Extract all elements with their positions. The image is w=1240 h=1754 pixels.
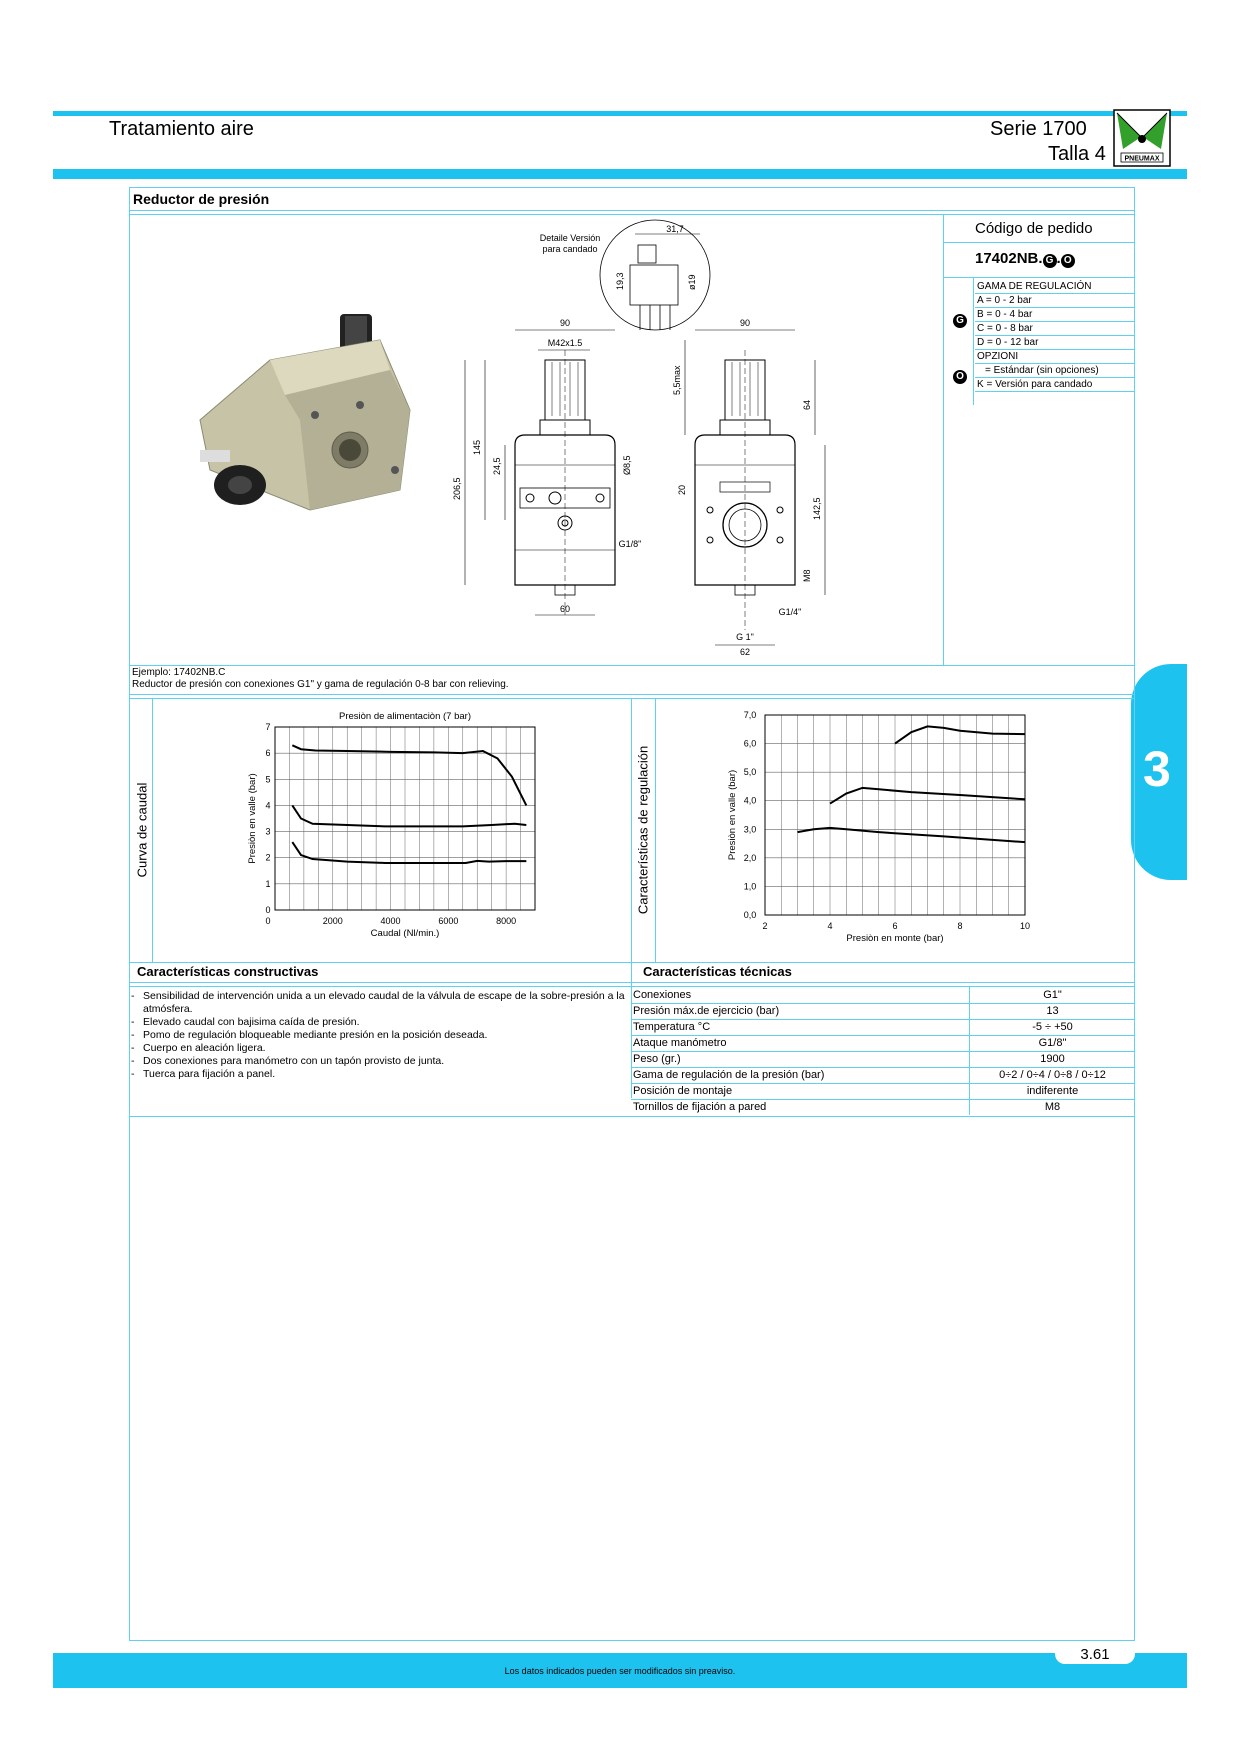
specs-title: Características técnicas [643, 964, 792, 979]
y-axis-label: Presiòn en valle (bar) [247, 773, 258, 864]
spec-value: 1900 [969, 1051, 1135, 1067]
divider [130, 694, 1134, 695]
x-tick-label: 2 [762, 921, 768, 931]
construct-item: - Pomo de regulación bloqueable mediante presión en la posición deseada. [131, 1029, 626, 1042]
spec-key: Presión máx.de ejercicio (bar) [633, 1005, 780, 1017]
dim-m42: M42x1.5 [547, 338, 583, 348]
y-tick-label: 0 [265, 905, 271, 915]
gama-row: B = 0 - 4 bar [975, 308, 1134, 322]
badge-o-legend: O [953, 370, 967, 384]
spec-value: indiferente [969, 1083, 1135, 1099]
header-size: Talla 4 [1048, 143, 1106, 165]
detail-label-1: Detaile Versión [539, 233, 601, 243]
divider [130, 665, 1134, 666]
chart-title: Presiòn de alimentaciòn (7 bar) [338, 711, 472, 722]
y-tick-label: 5 [265, 774, 271, 785]
construct-item: - Elevado caudal con bajisima caída de presión. [131, 1016, 626, 1029]
reg-chart-side-label: Características de regulación [635, 745, 651, 915]
y-tick-label: 0,0 [743, 910, 757, 920]
dim-5-5: 5,5max [672, 365, 682, 395]
x-tick-label: 6000 [438, 916, 459, 926]
spec-row [631, 1083, 1134, 1100]
opt-row: = Estándar (sin opciones) [975, 364, 1134, 378]
spec-key: Gama de regulación de la presión (bar) [633, 1069, 825, 1081]
dim-60: 60 [559, 604, 571, 614]
dim-31-7: 31,7 [666, 224, 684, 234]
divider [973, 277, 974, 405]
spec-row [631, 1051, 1134, 1068]
divider [655, 698, 656, 962]
divider [130, 698, 1134, 699]
x-tick-label: 0 [265, 916, 271, 926]
divider [130, 982, 1134, 983]
y-tick-label: 4 [265, 800, 271, 811]
series-line [292, 745, 526, 805]
detail-label-2: para candado [542, 244, 598, 254]
gama-badge [953, 310, 967, 328]
dim-90-right: 90 [739, 318, 751, 328]
dim-145: 145 [472, 439, 482, 455]
gama-row: D = 0 - 12 bar [975, 336, 1134, 350]
logo-text: PNEUMAX [1124, 155, 1160, 163]
dim-142-5: 142,5 [812, 497, 822, 520]
construct-item: - Cuerpo en aleación ligera. [131, 1042, 626, 1055]
spec-key: Temperatura °C [633, 1021, 711, 1033]
y-tick-label: 3 [265, 826, 271, 837]
footer-note: Los datos indicados pueden ser modificados sin preaviso. [504, 1666, 736, 1676]
order-code-title: Código de pedido [975, 220, 1093, 237]
y-tick-label: 7 [265, 722, 271, 732]
dim-19: ø19 [687, 274, 697, 290]
x-tick-label: 4 [827, 921, 833, 931]
header-top-bar [53, 111, 1187, 116]
dim-8-5: Ø8,5 [622, 455, 632, 475]
badge-o: O [1061, 254, 1075, 268]
spec-value: 0÷2 / 0÷4 / 0÷8 / 0÷12 [969, 1067, 1135, 1083]
spec-value: -5 ÷ +50 [969, 1019, 1135, 1035]
spec-value: M8 [969, 1099, 1135, 1115]
dim-m8: M8 [802, 569, 812, 582]
example-line-2: Reductor de presión con conexiones G1" y gama de regulación 0-8 bar con relieving. [132, 679, 509, 690]
y-axis-label: Presiòn en valle (bar) [727, 769, 738, 861]
construct-list [131, 990, 626, 1081]
spec-value: 13 [969, 1003, 1135, 1019]
opt-title: OPZIONI [975, 350, 1134, 364]
opt-row: K = Versión para candado [975, 378, 1134, 392]
pneumax-logo-icon [1113, 109, 1171, 167]
example-line-1: Ejemplo: 17402NB.C [132, 667, 226, 678]
dim-g18: G1/8" [618, 539, 642, 549]
construct-title: Características constructivas [137, 964, 319, 979]
construct-item: - Sensibilidad de intervención unida a un elevado caudal de la válvula de escape de la sobre-presión a la atmósfera. [131, 990, 626, 1016]
spec-key: Posición de montaje [633, 1085, 733, 1097]
construct-item: - Tuerca para fijación a panel. [131, 1068, 626, 1081]
y-tick-label: 6,0 [743, 738, 757, 749]
header-series: Serie 1700 [990, 118, 1087, 140]
x-tick-label: 6 [892, 921, 898, 931]
y-tick-label: 6 [265, 748, 271, 759]
divider [130, 962, 1134, 963]
dimension-drawing [452, 220, 940, 660]
spec-row [631, 1099, 1134, 1115]
gama-title: GAMA DE REGULACIÓN [975, 280, 1134, 294]
y-tick-label: 5,0 [743, 767, 757, 778]
y-tick-label: 7,0 [743, 710, 757, 720]
opt-badge [953, 366, 967, 384]
x-tick-label: 10 [1019, 921, 1031, 931]
divider [130, 214, 1134, 215]
spec-row [631, 1019, 1134, 1036]
flow-chart-side-label: Curva de caudal [134, 782, 150, 878]
order-code-text: 17402NB. [975, 250, 1043, 267]
divider [152, 698, 153, 962]
dim-19-3: 19,3 [615, 272, 625, 290]
dim-20: 20 [677, 484, 687, 495]
divider [943, 214, 944, 665]
spec-row [631, 1003, 1134, 1020]
x-axis-label: Presiòn en monte (bar) [846, 933, 944, 944]
dim-64: 64 [802, 399, 812, 410]
y-tick-label: 1,0 [743, 881, 757, 892]
section-title: Reductor de presión [133, 191, 270, 207]
spec-row [631, 987, 1134, 1004]
badge-g: G [1043, 254, 1057, 268]
y-tick-label: 2 [265, 852, 271, 863]
x-axis-label: Caudal (Nl/min.) [370, 928, 440, 939]
chapter-tab-number: 3 [1143, 741, 1171, 797]
dim-90-left: 90 [559, 318, 571, 328]
y-tick-label: 4,0 [743, 795, 757, 806]
y-tick-label: 2,0 [743, 852, 757, 863]
series-line [292, 842, 526, 863]
dim-206-5: 206,5 [452, 477, 462, 500]
gama-row: A = 0 - 2 bar [975, 294, 1134, 308]
pneumax-logo [1113, 109, 1171, 167]
y-tick-label: 1 [265, 878, 271, 889]
spec-value: G1" [969, 987, 1135, 1003]
dim-24-5: 24,5 [492, 457, 502, 475]
dim-g14: G1/4" [778, 607, 802, 617]
header-bottom-bar [53, 169, 1187, 179]
x-tick-label: 8 [957, 921, 963, 931]
construct-item: - Dos conexiones para manómetro con un tapón provisto de junta. [131, 1055, 626, 1068]
spec-key: Peso (gr.) [633, 1053, 681, 1065]
y-tick-label: 3,0 [743, 824, 757, 835]
divider [943, 242, 1134, 243]
divider [130, 210, 1134, 211]
spec-row [631, 1067, 1134, 1084]
gama-row: C = 0 - 8 bar [975, 322, 1134, 336]
product-photo [190, 300, 440, 525]
spec-key: Ataque manómetro [633, 1037, 727, 1049]
page-number: 3.61 [1080, 1646, 1110, 1663]
dim-g1: G 1" [736, 632, 754, 642]
order-code: 17402NB. G . O [975, 250, 1075, 268]
x-tick-label: 4000 [380, 916, 401, 926]
badge-g-legend: G [953, 314, 967, 328]
header-left-title: Tratamiento aire [109, 118, 254, 140]
spec-row [631, 1035, 1134, 1052]
divider [130, 1116, 1134, 1117]
regulation-chart [715, 705, 1060, 955]
spec-value: G1/8" [969, 1035, 1135, 1051]
flow-chart [200, 705, 545, 955]
spec-key: Conexiones [633, 989, 692, 1001]
divider [943, 277, 1134, 278]
dim-62: 62 [739, 647, 751, 657]
series-line [292, 805, 526, 826]
x-tick-label: 2000 [322, 916, 343, 926]
spec-key: Tornillos de fijación a pared [633, 1101, 767, 1113]
x-tick-label: 8000 [496, 916, 517, 926]
